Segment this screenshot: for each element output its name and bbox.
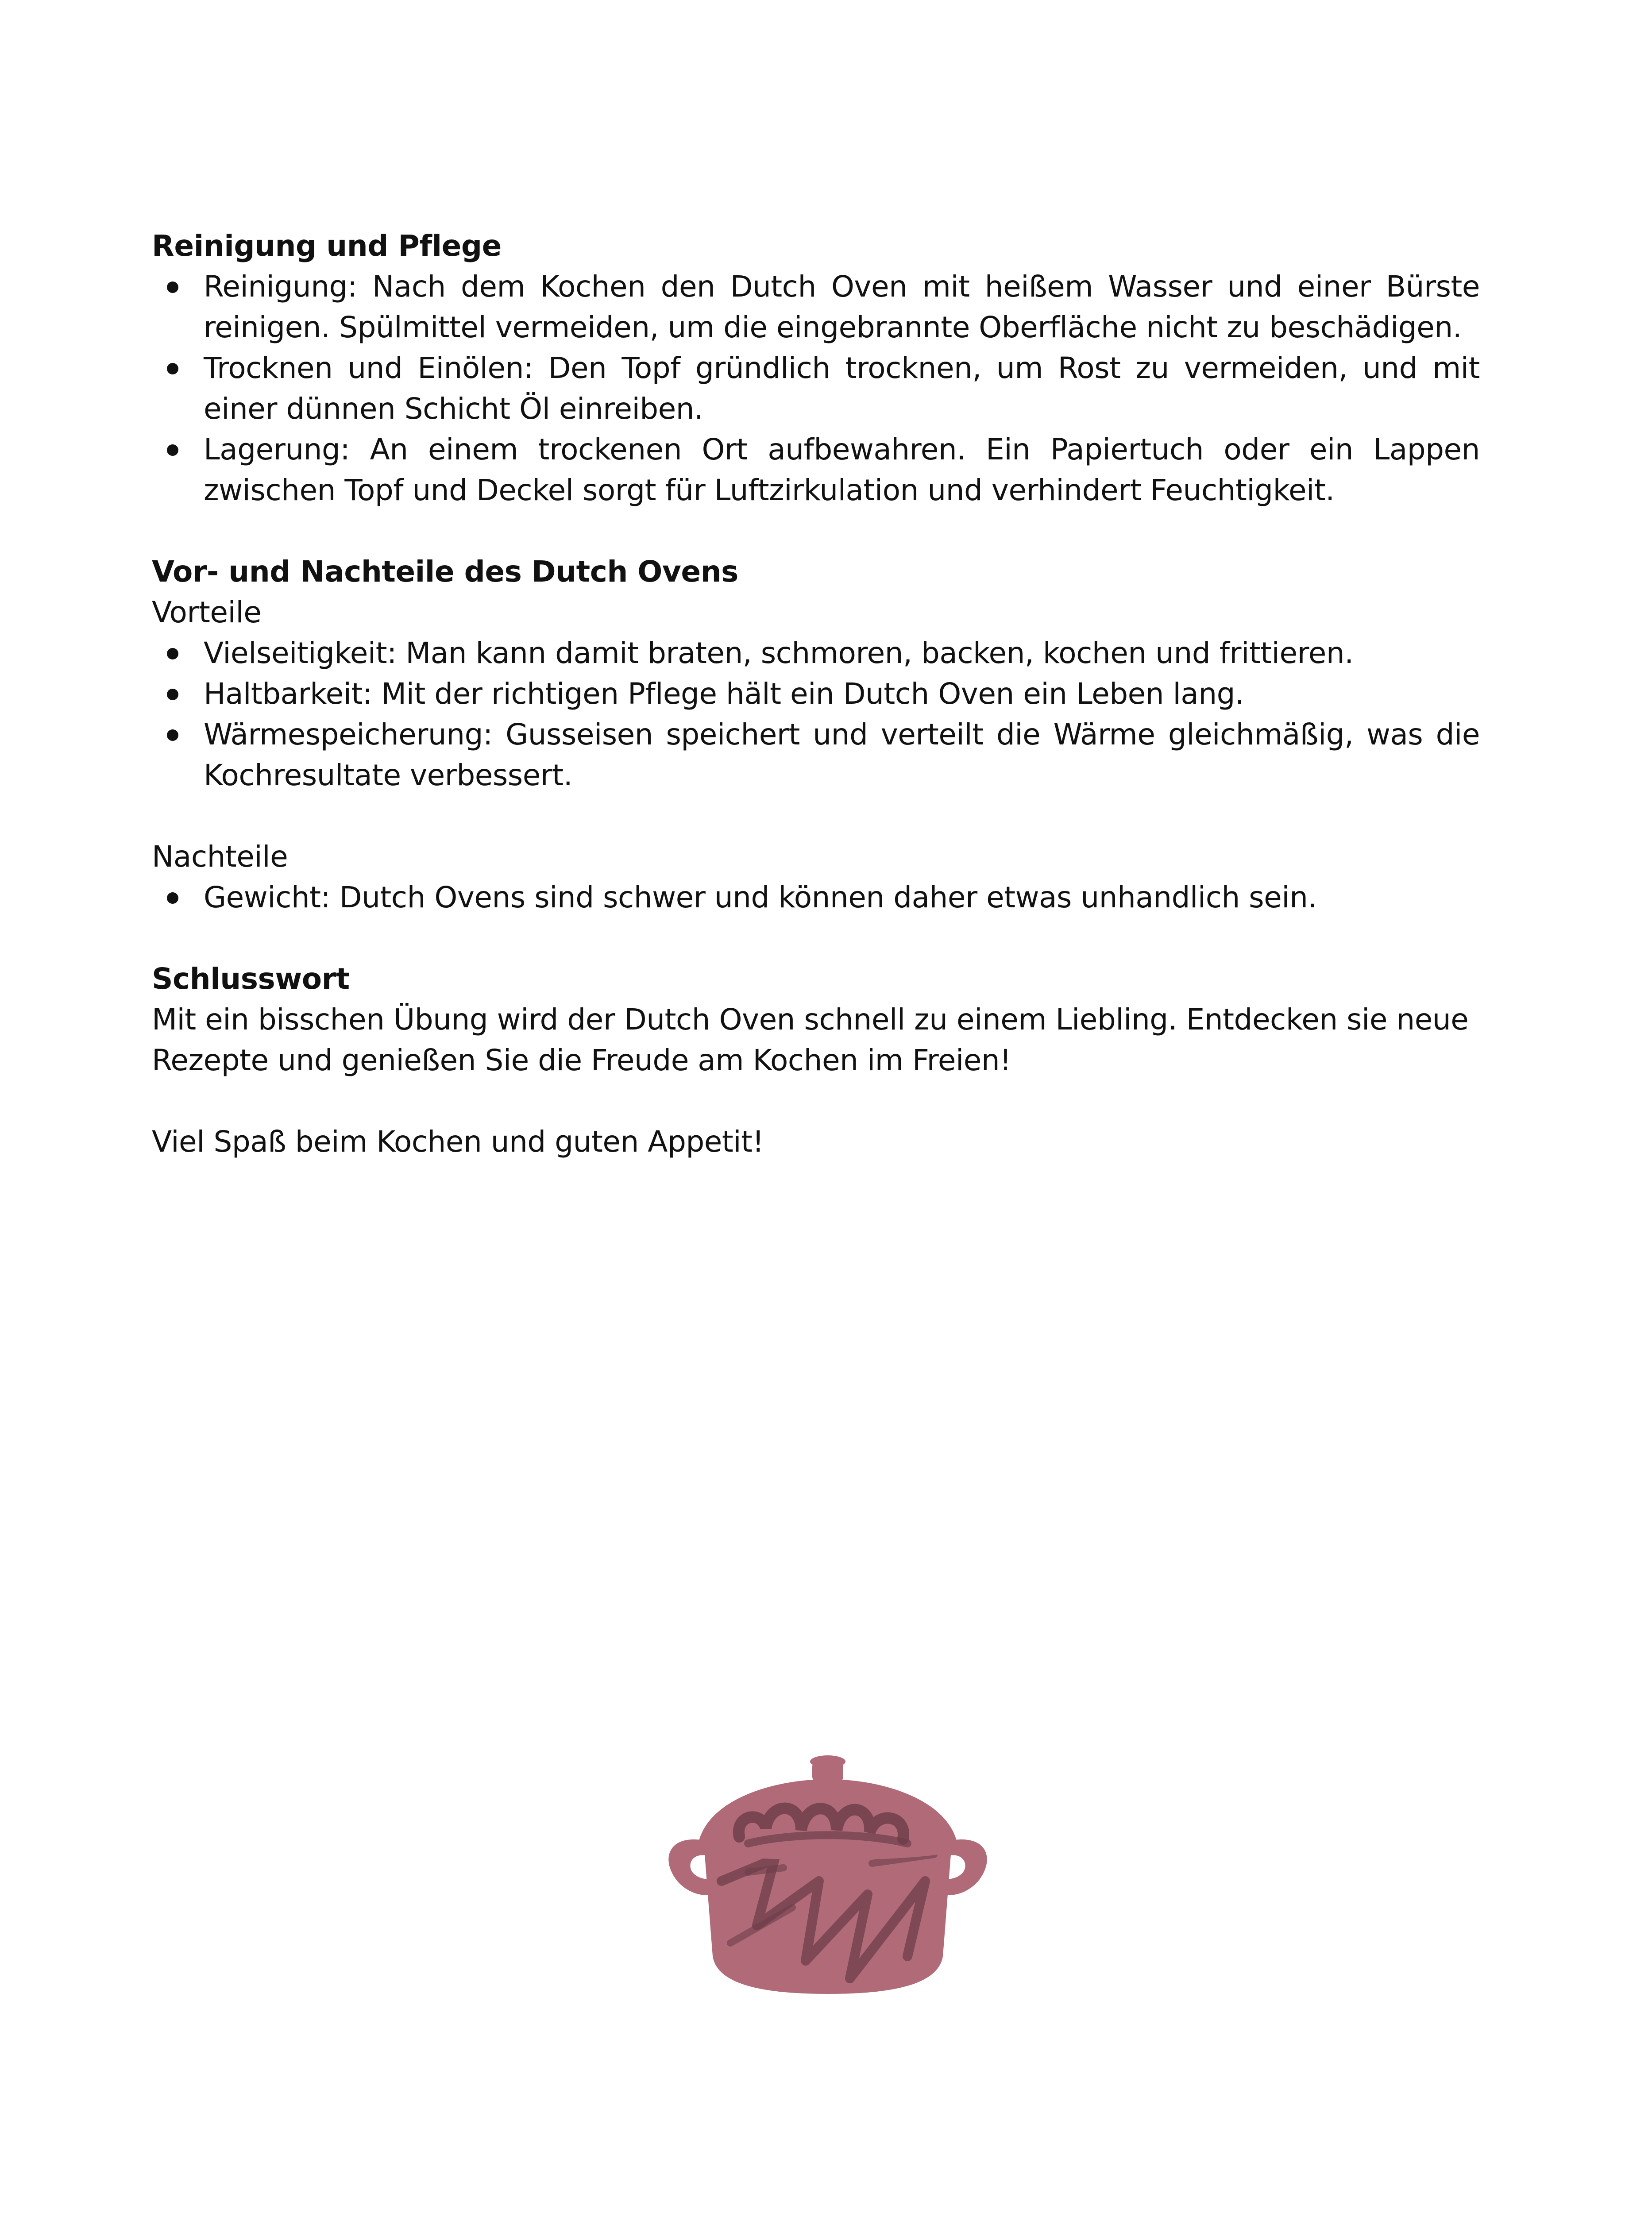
bullet-icon — [167, 689, 178, 700]
document-content — [152, 226, 1480, 1162]
bullet-icon — [167, 892, 178, 904]
bullet-icon — [167, 444, 178, 456]
bullet-icon — [167, 729, 178, 741]
list-item: Trocknen und Einölen: Den Topf gründlich trocknen, um Rost zu vermeiden, und mit einer dünnen Schicht Öl einreiben. — [152, 348, 1480, 429]
list-item: Vielseitigkeit: Man kann damit braten, schmoren, backen, kochen und frittieren. — [152, 633, 1480, 674]
spacer — [152, 918, 1480, 959]
bullet-icon — [167, 648, 178, 659]
list-item: Gewicht: Dutch Ovens sind schwer und können daher etwas unhandlich sein. — [152, 877, 1480, 918]
section-heading-closing: Schlusswort — [152, 962, 350, 996]
dutch-oven-pot-icon — [660, 1748, 996, 1996]
pros-list — [152, 633, 1480, 796]
closing-paragraph: Mit ein bisschen Übung wird der Dutch Oven schnell zu einem Liebling. Entdecken sie neue Rezepte und genießen Sie die Freude am Kochen im Freien! — [152, 1002, 1469, 1077]
spacer — [152, 511, 1480, 551]
spacer — [152, 796, 1480, 837]
farewell-line: Viel Spaß beim Kochen und guten Appetit! — [152, 1125, 764, 1159]
cleaning-list — [152, 266, 1480, 511]
spacer — [152, 1081, 1480, 1122]
cons-label: Nachteile — [152, 840, 288, 874]
pros-label: Vorteile — [152, 595, 262, 629]
bullet-icon — [167, 363, 178, 374]
list-item: Wärmespeicherung: Gusseisen speichert und verteilt die Wärme gleichmäßig, was die Kochresultate verbessert. — [152, 714, 1480, 796]
cons-list — [152, 877, 1480, 918]
bullet-icon — [167, 281, 178, 293]
section-heading-cleaning: Reinigung und Pflege — [152, 229, 502, 263]
list-item: Lagerung: An einem trockenen Ort aufbewahren. Ein Papiertuch oder ein Lappen zwischen Topf und Deckel sorgt für Luftzirkulation und verhindert Feuchtigkeit. — [152, 429, 1480, 511]
section-heading-pros-cons: Vor- und Nachteile des Dutch Ovens — [152, 555, 738, 589]
list-item: Haltbarkeit: Mit der richtigen Pflege hält ein Dutch Oven ein Leben lang. — [152, 674, 1480, 714]
list-item: Reinigung: Nach dem Kochen den Dutch Oven mit heißem Wasser und einer Bürste reinigen. Spülmittel vermeiden, um die eingebrannte Oberfläche nicht zu beschädigen. — [152, 266, 1480, 348]
